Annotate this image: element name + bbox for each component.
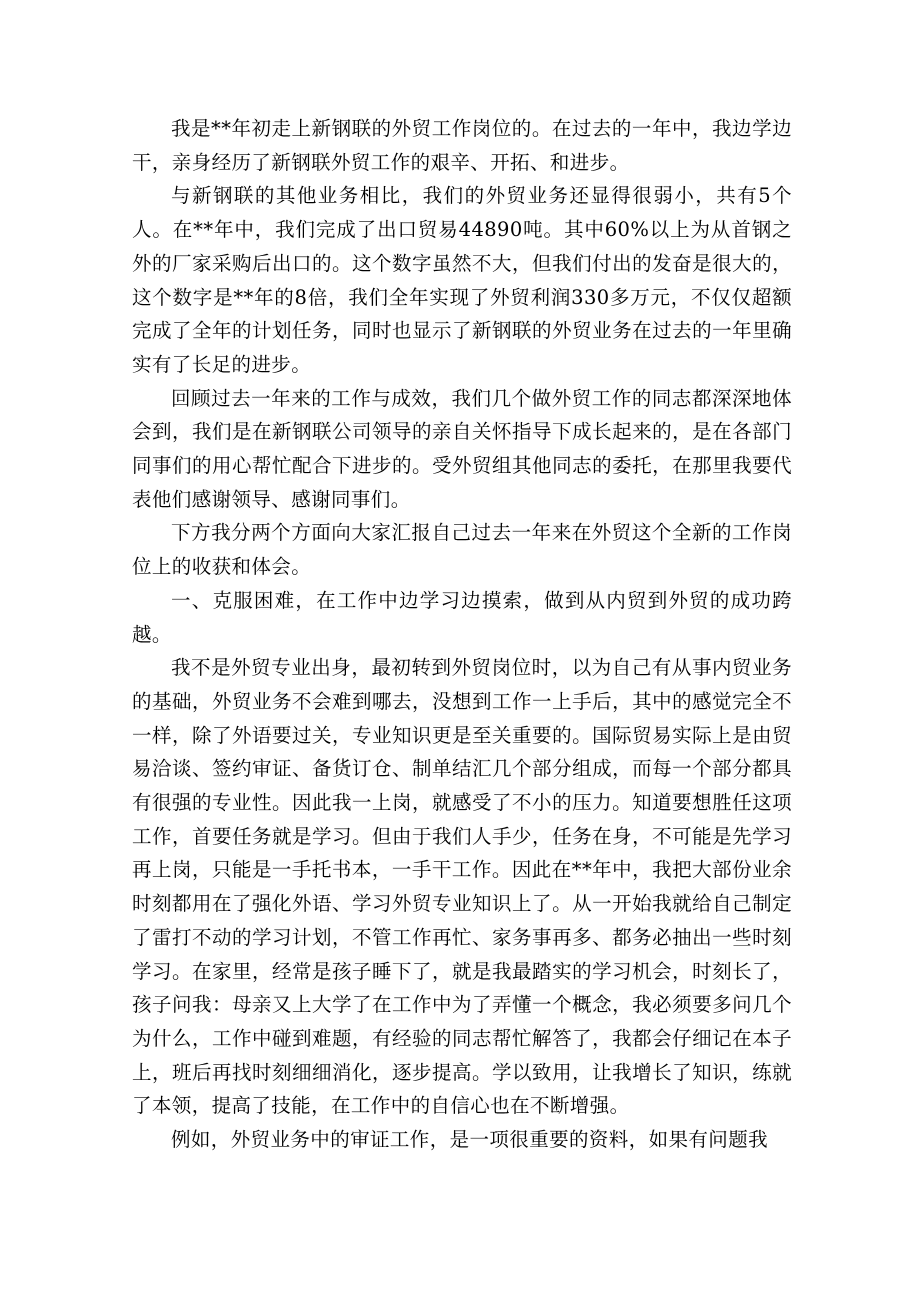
section-heading-1: 一、克服困难，在工作中边学习边摸索，做到从内贸到外贸的成功跨越。 — [132, 588, 792, 646]
paragraph-4: 下方我分两个方面向大家汇报自己过去一年来在外贸这个全新的工作岗位上的收获和体会。 — [132, 521, 792, 579]
paragraph-3: 回顾过去一年来的工作与成效，我们几个做外贸工作的同志都深深地体会到，我们是在新钢联公司领导的亲自关怀指导下成长起来的，是在各部门同事们的用心帮忙配合下进步的。受外贸组其他同志的委托，在那里我要代表他们感谢领导、感谢同事们。 — [132, 386, 792, 511]
paragraph-5: 我不是外贸专业出身，最初转到外贸岗位时，以为自己有从事内贸业务的基础，外贸业务不会难到哪去，没想到工作一上手后，其中的感觉完全不一样，除了外语要过关，专业知识更是至关重要的。国际贸易实际上是由贸易洽谈、签约审证、备货订仓、制单结汇几个部分组成，而每一个部分都具有很强的专业性。因此我一上岗，就感受了不小的压力。知道要想胜任这项工作，首要任务就是学习。但由于我们人手少，任务在身，不可能是先学习再上岗，只能是一手托书本，一手干工作。因此在**年中，我把大部份业余时刻都用在了强化外语、学习外贸专业知识上了。从一开始我就给自己制定了雷打不动的学习计划，不管工作再忙、家务事再多、都务必抽出一些时刻学习。在家里，经常是孩子睡下了，就是我最踏实的学习机会，时刻长了，孩子问我：母亲又上大学了在工作中为了弄懂一个概念，我必须要多问几个为什么，工作中碰到难题，有经验的同志帮忙解答了，我都会仔细记在本子上，班后再找时刻细细消化，逐步提高。学以致用，让我增长了知识，练就了本领，提高了技能，在工作中的自信心也在不断增强。 — [132, 656, 792, 1118]
paragraph-1: 我是**年初走上新钢联的外贸工作岗位的。在过去的一年中，我边学边干，亲身经历了新钢联外贸工作的艰辛、开拓、和进步。 — [132, 117, 792, 174]
paragraph-6: 例如，外贸业务中的审证工作，是一项很重要的资料，如果有问题我 — [171, 1128, 769, 1152]
document-body — [132, 112, 792, 1157]
paragraph-2: 与新钢联的其他业务相比，我们的外贸业务还显得很弱小，共有5个人。在**年中，我们完成了出口贸易44890吨。其中60%以上为从首钢之外的厂家采购后出口的。这个数字虽然不大，但我们付出的发奋是很大的，这个数字是**年的8倍，我们全年实现了外贸利润330多万元，不仅仅超额完成了全年的计划任务，同时也显示了新钢联的外贸业务在过去的一年里确实有了长足的进步。 — [132, 184, 792, 376]
